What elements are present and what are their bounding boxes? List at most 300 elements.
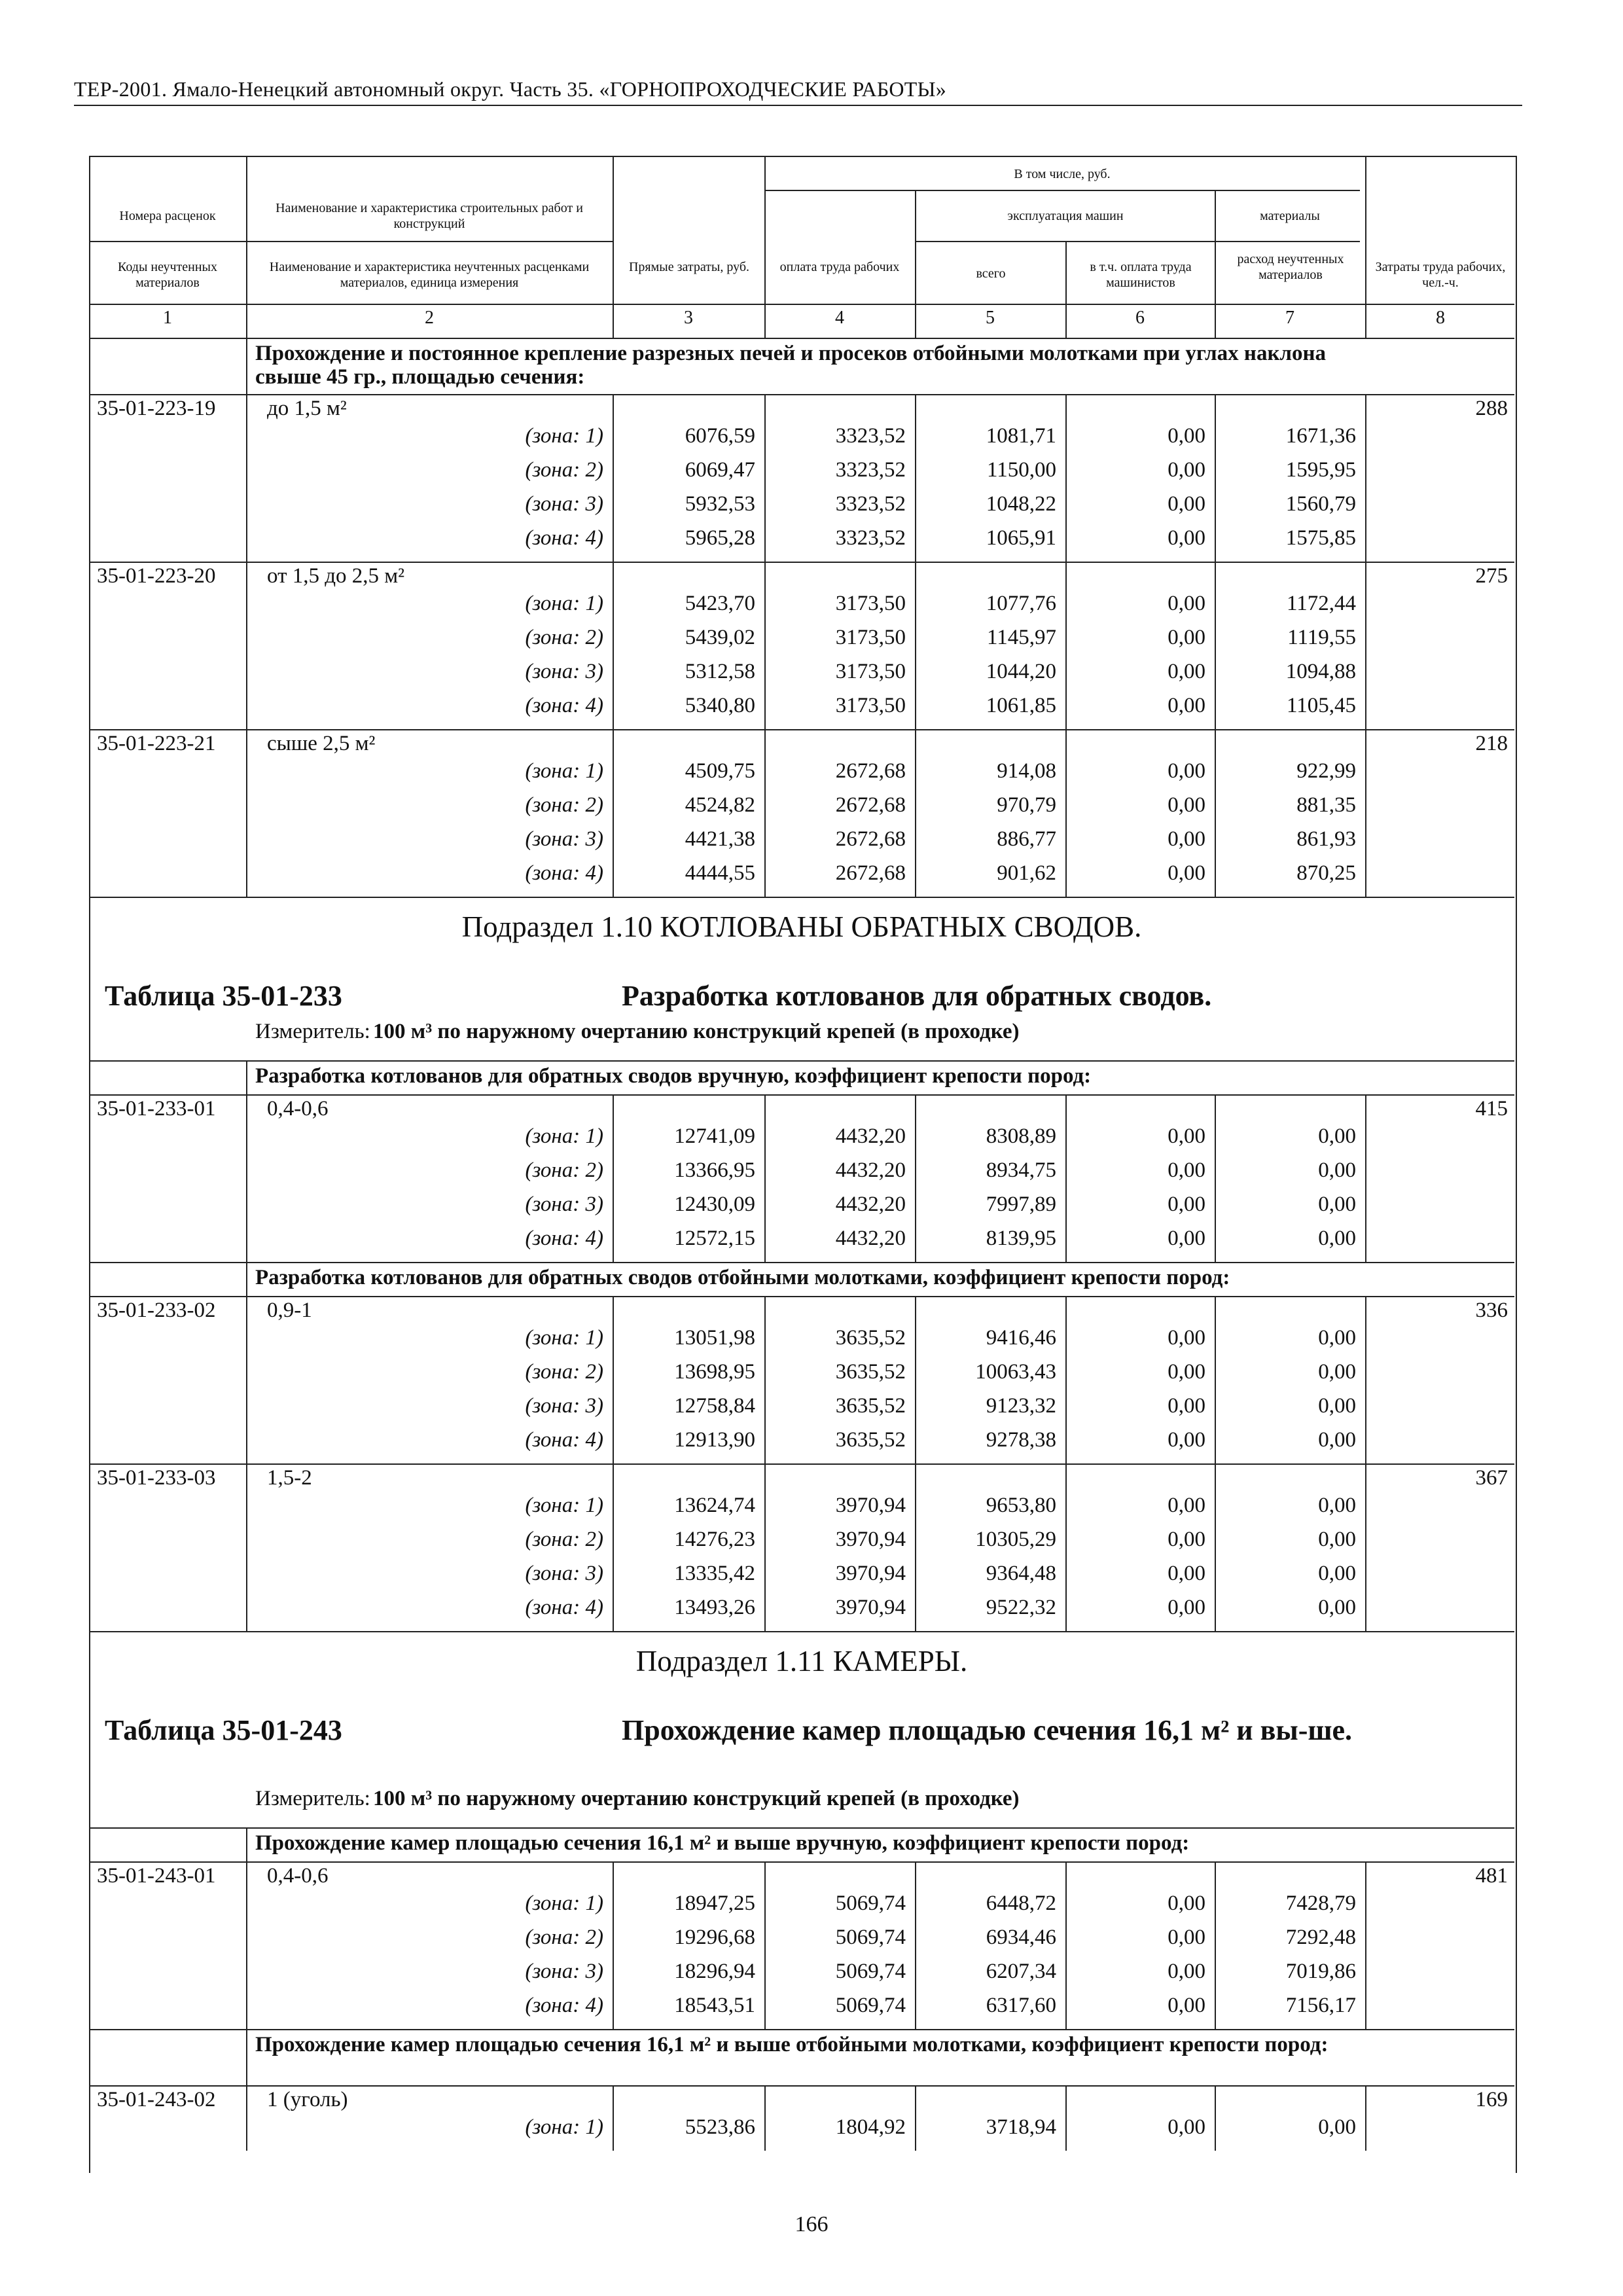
workers-wages: 3635,52 — [835, 1360, 906, 1384]
col-rule — [1365, 1861, 1366, 2029]
col-rule — [1215, 394, 1216, 562]
col-rule — [246, 1861, 247, 2029]
direct-cost: 5312,58 — [685, 660, 755, 683]
workers-wages: 2672,68 — [835, 861, 906, 885]
materials-cost: 0,00 — [1318, 1360, 1356, 1384]
row-rule — [89, 1631, 1514, 1632]
col-rule — [1065, 1296, 1067, 1463]
col-number: 5 — [986, 308, 995, 328]
machines-total: 1044,20 — [986, 660, 1056, 683]
col-rule — [1065, 729, 1067, 897]
machinists-wages: 0,00 — [1168, 1360, 1205, 1384]
zone-label: (зона: 4) — [525, 1596, 603, 1619]
machinists-wages: 0,00 — [1168, 1193, 1205, 1216]
materials-cost: 0,00 — [1318, 1494, 1356, 1517]
workers-wages: 2672,68 — [835, 793, 906, 817]
col-rule — [1365, 1296, 1366, 1463]
col-rule — [764, 1296, 766, 1463]
direct-cost: 12430,09 — [674, 1193, 755, 1216]
row-rule — [89, 1296, 1514, 1297]
col-rule — [1215, 1861, 1216, 2029]
zone-label: (зона: 4) — [525, 1227, 603, 1250]
workers-wages: 3323,52 — [835, 492, 906, 516]
materials-cost: 7292,48 — [1285, 1926, 1356, 1949]
direct-cost: 13493,26 — [674, 1596, 755, 1619]
zone-label: (зона: 2) — [525, 626, 603, 649]
col-rule — [246, 394, 247, 562]
materials-cost: 881,35 — [1296, 793, 1356, 817]
col6-header: в т.ч. оплата труда машинистов — [1090, 260, 1192, 290]
machinists-wages: 0,00 — [1168, 759, 1205, 783]
col-rule — [246, 1060, 247, 1094]
materials-cost: 1595,95 — [1285, 458, 1356, 482]
col-rule — [613, 1463, 614, 1631]
materials-cost: 0,00 — [1318, 1394, 1356, 1418]
machines-total: 6934,46 — [986, 1926, 1056, 1949]
direct-cost: 19296,68 — [674, 1926, 755, 1949]
row-rule — [89, 2029, 1514, 2030]
col-rule — [613, 562, 614, 729]
machines-header: эксплуатация машин — [1007, 209, 1124, 223]
col-rule — [613, 2085, 614, 2151]
direct-cost: 5523,86 — [685, 2115, 755, 2139]
col-rule — [613, 1094, 614, 1262]
workers-wages: 3970,94 — [835, 1562, 906, 1585]
subsection-title: Подраздел 1.10 КОТЛОВАНЫ ОБРАТНЫХ СВОДОВ. — [461, 910, 1142, 943]
machines-total: 9123,32 — [986, 1394, 1056, 1418]
labor-cost: 336 — [1475, 1299, 1508, 1322]
col-rule — [1065, 394, 1067, 562]
machinists-wages: 0,00 — [1168, 660, 1205, 683]
workers-wages: 1804,92 — [835, 2115, 906, 2139]
machines-total: 1061,85 — [986, 694, 1056, 717]
zone-label: (зона: 4) — [525, 861, 603, 885]
materials-cost: 1560,79 — [1285, 492, 1356, 516]
machines-total: 3718,94 — [986, 2115, 1056, 2139]
col-rule — [915, 1861, 916, 2029]
col-rule — [613, 1861, 614, 2029]
zone-label: (зона: 4) — [525, 526, 603, 550]
col-number: 2 — [425, 308, 434, 328]
zone-label: (зона: 1) — [525, 1892, 603, 1915]
workers-wages: 4432,20 — [835, 1227, 906, 1250]
direct-cost: 13624,74 — [674, 1494, 755, 1517]
col-rule — [915, 1296, 916, 1463]
machinists-wages: 0,00 — [1168, 694, 1205, 717]
row-rule — [89, 338, 1514, 339]
machinists-wages: 0,00 — [1168, 626, 1205, 649]
header-rule-4 — [89, 304, 1514, 305]
rate-name: до 1,5 м² — [267, 397, 347, 420]
section-heading: Прохождение и постоянное крепление разрезных печей и просеков отбойными молотками при углах наклона свыше 45 гр., площадью сечения: — [255, 342, 1326, 389]
materials-cost: 1119,55 — [1287, 626, 1356, 649]
col-rule — [1065, 1861, 1067, 2029]
table-label: Таблица 35-01-233 — [105, 980, 342, 1012]
col-rule — [764, 2085, 766, 2151]
col-rule — [915, 1094, 916, 1262]
hv-1 — [246, 156, 247, 338]
hv-6 — [1215, 190, 1216, 338]
machines-total: 10305,29 — [975, 1528, 1056, 1551]
workers-wages: 3635,52 — [835, 1326, 906, 1350]
machines-total: 886,77 — [997, 827, 1056, 851]
workers-wages: 3173,50 — [835, 592, 906, 615]
materials-cost: 0,00 — [1318, 1528, 1356, 1551]
col-rule — [246, 1262, 247, 1296]
machinists-wages: 0,00 — [1168, 1960, 1205, 1983]
hv-5 — [1065, 241, 1067, 338]
machines-total: 9416,46 — [986, 1326, 1056, 1350]
section-heading: Прохождение камер площадью сечения 16,1 м² и выше вручную, коэффициент крепости пород: — [255, 1831, 1190, 1855]
machinists-wages: 0,00 — [1168, 492, 1205, 516]
row-rule — [89, 1463, 1514, 1465]
materials-cost: 0,00 — [1318, 1158, 1356, 1182]
machinists-wages: 0,00 — [1168, 1562, 1205, 1585]
rate-name: 0,4-0,6 — [267, 1097, 329, 1121]
zone-label: (зона: 3) — [525, 1960, 603, 1983]
machines-total: 1150,00 — [986, 458, 1056, 482]
rate-name: от 1,5 до 2,5 м² — [267, 564, 405, 588]
labor-cost: 367 — [1475, 1466, 1508, 1490]
machinists-wages: 0,00 — [1168, 2115, 1205, 2139]
col-rule — [1365, 1463, 1366, 1631]
col-rule — [915, 394, 916, 562]
col-rule — [613, 1296, 614, 1463]
row-rule — [89, 897, 1514, 898]
direct-cost: 14276,23 — [674, 1528, 755, 1551]
header-rule-2 — [915, 241, 1360, 242]
col7-header: расход неучтенных материалов — [1237, 252, 1344, 282]
direct-cost: 4444,55 — [685, 861, 755, 885]
workers-wages: 3970,94 — [835, 1494, 906, 1517]
direct-cost: 13366,95 — [674, 1158, 755, 1182]
col-rule — [1215, 1094, 1216, 1262]
col-rule — [246, 2029, 247, 2085]
labor-cost: 415 — [1475, 1097, 1508, 1121]
row-rule — [89, 1827, 1514, 1829]
col-rule — [1215, 1463, 1216, 1631]
col-rule — [613, 729, 614, 897]
col-rule — [1065, 2085, 1067, 2151]
col-rule — [246, 1296, 247, 1463]
col-rule — [1365, 562, 1366, 729]
workers-wages: 4432,20 — [835, 1193, 906, 1216]
table-title: Разработка котлованов для обратных сводов. — [622, 980, 1212, 1012]
workers-wages: 4432,20 — [835, 1124, 906, 1148]
machines-total: 6207,34 — [986, 1960, 1056, 1983]
direct-cost: 5423,70 — [685, 592, 755, 615]
machinists-wages: 0,00 — [1168, 1428, 1205, 1452]
direct-cost: 12913,90 — [674, 1428, 755, 1452]
zone-label: (зона: 3) — [525, 1394, 603, 1418]
col-number: 1 — [163, 308, 172, 328]
col-rule — [246, 729, 247, 897]
rate-code: 35-01-223-20 — [97, 564, 216, 588]
materials-cost: 0,00 — [1318, 1326, 1356, 1350]
machinists-wages: 0,00 — [1168, 1596, 1205, 1619]
col-rule — [915, 2085, 916, 2151]
col1-top-header: Номера расценок — [119, 209, 216, 223]
zone-label: (зона: 2) — [525, 1528, 603, 1551]
subsection-title-2: Подраздел 1.11 КАМЕРЫ. — [635, 1645, 968, 1677]
labor-cost: 275 — [1475, 564, 1508, 588]
rate-code: 35-01-243-01 — [97, 1864, 216, 1888]
machines-total: 10063,43 — [975, 1360, 1056, 1384]
zone-label: (зона: 4) — [525, 694, 603, 717]
direct-cost: 13335,42 — [674, 1562, 755, 1585]
zone-label: (зона: 1) — [525, 1326, 603, 1350]
workers-wages: 3970,94 — [835, 1596, 906, 1619]
zone-label: (зона: 1) — [525, 1124, 603, 1148]
direct-cost: 12758,84 — [674, 1394, 755, 1418]
col-rule — [246, 1827, 247, 1861]
col-rule — [1065, 1094, 1067, 1262]
col-rule — [915, 729, 916, 897]
zone-label: (зона: 2) — [525, 793, 603, 817]
col5-header: всего — [976, 266, 1006, 281]
workers-wages: 3323,52 — [835, 526, 906, 550]
row-rule — [89, 1861, 1514, 1863]
machines-total: 9522,32 — [986, 1596, 1056, 1619]
machines-total: 901,62 — [997, 861, 1056, 885]
zone-label: (зона: 1) — [525, 592, 603, 615]
row-rule — [89, 1060, 1514, 1062]
machinists-wages: 0,00 — [1168, 827, 1205, 851]
col-rule — [246, 1463, 247, 1631]
materials-cost: 0,00 — [1318, 1562, 1356, 1585]
machines-total: 9653,80 — [986, 1494, 1056, 1517]
zone-label: (зона: 2) — [525, 1926, 603, 1949]
materials-cost: 0,00 — [1318, 1596, 1356, 1619]
workers-wages: 3323,52 — [835, 424, 906, 448]
rate-name: 1 (уголь) — [267, 2088, 348, 2111]
row-rule — [89, 729, 1514, 730]
zone-label: (зона: 1) — [525, 424, 603, 448]
col-rule — [764, 394, 766, 562]
section-heading: Прохождение камер площадью сечения 16,1 м² и выше отбойными молотками, коэффициент крепости пород: — [255, 2033, 1329, 2056]
zone-label: (зона: 2) — [525, 1158, 603, 1182]
labor-cost: 169 — [1475, 2088, 1508, 2111]
machinists-wages: 0,00 — [1168, 458, 1205, 482]
rate-code: 35-01-233-02 — [97, 1299, 216, 1322]
machines-total: 1065,91 — [986, 526, 1056, 550]
col-rule — [1065, 562, 1067, 729]
zone-label: (зона: 3) — [525, 660, 603, 683]
machines-total: 1081,71 — [986, 424, 1056, 448]
machines-total: 1048,22 — [986, 492, 1056, 516]
materials-cost: 7428,79 — [1285, 1892, 1356, 1915]
zone-label: (зона: 1) — [525, 2115, 603, 2139]
materials-cost: 1172,44 — [1286, 592, 1356, 615]
col-number: 7 — [1285, 308, 1294, 328]
zone-label: (зона: 1) — [525, 1494, 603, 1517]
header-rule — [74, 105, 1522, 106]
col8-header: Затраты труда рабочих, чел.-ч. — [1375, 260, 1506, 290]
workers-wages: 5069,74 — [835, 1960, 906, 1983]
col-rule — [1215, 562, 1216, 729]
col-rule — [1365, 1094, 1366, 1262]
zone-label: (зона: 4) — [525, 1994, 603, 2017]
machinists-wages: 0,00 — [1168, 592, 1205, 615]
materials-cost: 870,25 — [1296, 861, 1356, 885]
col-rule — [915, 1463, 916, 1631]
materials-cost: 7156,17 — [1285, 1994, 1356, 2017]
machines-total: 7997,89 — [986, 1193, 1056, 1216]
page-header-title: ТЕР-2001. Ямало-Ненецкий автономный округ. Часть 35. «ГОРНОПРОХОДЧЕСКИЕ РАБОТЫ» — [74, 77, 947, 101]
col-rule — [1365, 394, 1366, 562]
col-rule — [246, 562, 247, 729]
rate-code: 35-01-233-03 — [97, 1466, 216, 1490]
labor-cost: 218 — [1475, 732, 1508, 755]
machinists-wages: 0,00 — [1168, 1528, 1205, 1551]
col-number: 8 — [1436, 308, 1445, 328]
col-rule — [764, 1094, 766, 1262]
machines-total: 1145,97 — [986, 626, 1056, 649]
materials-header: материалы — [1260, 209, 1320, 223]
workers-wages: 5069,74 — [835, 1994, 906, 2017]
rate-code: 35-01-223-21 — [97, 732, 216, 755]
col-rule — [915, 562, 916, 729]
materials-cost: 0,00 — [1318, 1124, 1356, 1148]
materials-cost: 1671,36 — [1285, 424, 1356, 448]
measure-unit: 100 м³ по наружному очертанию конструкций крепей (в проходке) — [373, 1020, 1020, 1043]
materials-cost: 0,00 — [1318, 1193, 1356, 1216]
labor-cost: 481 — [1475, 1864, 1508, 1888]
materials-cost: 0,00 — [1318, 2115, 1356, 2139]
machines-total: 6317,60 — [986, 1994, 1056, 2017]
zone-label: (зона: 3) — [525, 1562, 603, 1585]
col2-bottom-header: Наименование и характеристика неучтенных расценками материалов, единица измерения — [269, 260, 590, 290]
direct-cost: 12572,15 — [674, 1227, 755, 1250]
direct-cost: 4524,82 — [685, 793, 755, 817]
measure-prefix: Измеритель: — [255, 1787, 370, 1810]
workers-wages: 4432,20 — [835, 1158, 906, 1182]
table-title: Прохождение камер площадью сечения 16,1 м² и вы-ше. — [622, 1714, 1353, 1746]
col-rule — [764, 1463, 766, 1631]
row-rule — [89, 562, 1514, 563]
rate-code: 35-01-223-19 — [97, 397, 216, 420]
machines-total: 9278,38 — [986, 1428, 1056, 1452]
materials-cost: 861,93 — [1296, 827, 1356, 851]
col-rule — [764, 729, 766, 897]
workers-wages: 3635,52 — [835, 1428, 906, 1452]
header-rule-3 — [89, 241, 613, 242]
workers-wages: 3323,52 — [835, 458, 906, 482]
col-rule — [246, 2085, 247, 2151]
table-label: Таблица 35-01-243 — [105, 1714, 342, 1746]
direct-cost: 18947,25 — [674, 1892, 755, 1915]
workers-wages: 3970,94 — [835, 1528, 906, 1551]
machinists-wages: 0,00 — [1168, 1124, 1205, 1148]
col3-header: Прямые затраты, руб. — [628, 260, 750, 274]
rate-code: 35-01-233-01 — [97, 1097, 216, 1121]
machinists-wages: 0,00 — [1168, 526, 1205, 550]
zone-label: (зона: 2) — [525, 1360, 603, 1384]
col-number: 3 — [684, 308, 693, 328]
rate-name: сыше 2,5 м² — [267, 732, 376, 755]
machines-total: 914,08 — [997, 759, 1056, 783]
materials-cost: 922,99 — [1296, 759, 1356, 783]
machines-total: 970,79 — [997, 793, 1056, 817]
workers-wages: 5069,74 — [835, 1892, 906, 1915]
col-rule — [1065, 1463, 1067, 1631]
rate-code: 35-01-243-02 — [97, 2088, 216, 2111]
machinists-wages: 0,00 — [1168, 1892, 1205, 1915]
col-rule — [246, 338, 247, 394]
machines-total: 8139,95 — [986, 1227, 1056, 1250]
page-number: 166 — [794, 2212, 829, 2236]
direct-cost: 5340,80 — [685, 694, 755, 717]
section-heading: Разработка котлованов для обратных сводов вручную, коэффициент крепости пород: — [255, 1064, 1092, 1088]
col-rule — [246, 1094, 247, 1262]
col1-bottom-header: Коды неучтенных материалов — [118, 260, 217, 290]
including-header: В том числе, руб. — [1014, 167, 1111, 181]
measure-prefix: Измеритель: — [255, 1020, 370, 1043]
machines-total: 1077,76 — [986, 592, 1056, 615]
direct-cost: 18296,94 — [674, 1960, 755, 1983]
hv-2 — [613, 156, 614, 338]
workers-wages: 2672,68 — [835, 827, 906, 851]
zone-label: (зона: 4) — [525, 1428, 603, 1452]
direct-cost: 4509,75 — [685, 759, 755, 783]
hv-7 — [1365, 156, 1366, 338]
direct-cost: 4421,38 — [685, 827, 755, 851]
machinists-wages: 0,00 — [1168, 1994, 1205, 2017]
workers-wages: 5069,74 — [835, 1926, 906, 1949]
materials-cost: 0,00 — [1318, 1428, 1356, 1452]
rate-name: 0,9-1 — [267, 1299, 312, 1322]
rate-name: 0,4-0,6 — [267, 1864, 329, 1888]
zone-label: (зона: 3) — [525, 827, 603, 851]
col2-top-header: Наименование и характеристика строительных работ и конструкций — [276, 201, 583, 231]
direct-cost: 13051,98 — [674, 1326, 755, 1350]
col-rule — [1215, 2085, 1216, 2151]
row-rule — [89, 1094, 1514, 1096]
machinists-wages: 0,00 — [1168, 1227, 1205, 1250]
materials-cost: 1105,45 — [1286, 694, 1356, 717]
machines-total: 9364,48 — [986, 1562, 1056, 1585]
direct-cost: 13698,95 — [674, 1360, 755, 1384]
direct-cost: 5965,28 — [685, 526, 755, 550]
machinists-wages: 0,00 — [1168, 1158, 1205, 1182]
materials-cost: 0,00 — [1318, 1227, 1356, 1250]
labor-cost: 288 — [1475, 397, 1508, 420]
machinists-wages: 0,00 — [1168, 1394, 1205, 1418]
row-rule — [89, 1262, 1514, 1263]
direct-cost: 6069,47 — [685, 458, 755, 482]
col-rule — [1365, 729, 1366, 897]
workers-wages: 3173,50 — [835, 660, 906, 683]
col-number: 6 — [1135, 308, 1145, 328]
rate-name: 1,5-2 — [267, 1466, 312, 1490]
header-rule-1 — [764, 190, 1360, 191]
row-rule — [89, 394, 1514, 395]
direct-cost: 5439,02 — [685, 626, 755, 649]
col-rule — [1215, 1296, 1216, 1463]
machines-total: 6448,72 — [986, 1892, 1056, 1915]
workers-wages: 3635,52 — [835, 1394, 906, 1418]
machinists-wages: 0,00 — [1168, 1926, 1205, 1949]
col-rule — [764, 1861, 766, 2029]
workers-wages: 3173,50 — [835, 694, 906, 717]
zone-label: (зона: 3) — [525, 1193, 603, 1216]
workers-wages: 3173,50 — [835, 626, 906, 649]
zone-label: (зона: 3) — [525, 492, 603, 516]
machines-total: 8934,75 — [986, 1158, 1056, 1182]
row-rule — [89, 2085, 1514, 2087]
col-rule — [1215, 729, 1216, 897]
machinists-wages: 0,00 — [1168, 793, 1205, 817]
